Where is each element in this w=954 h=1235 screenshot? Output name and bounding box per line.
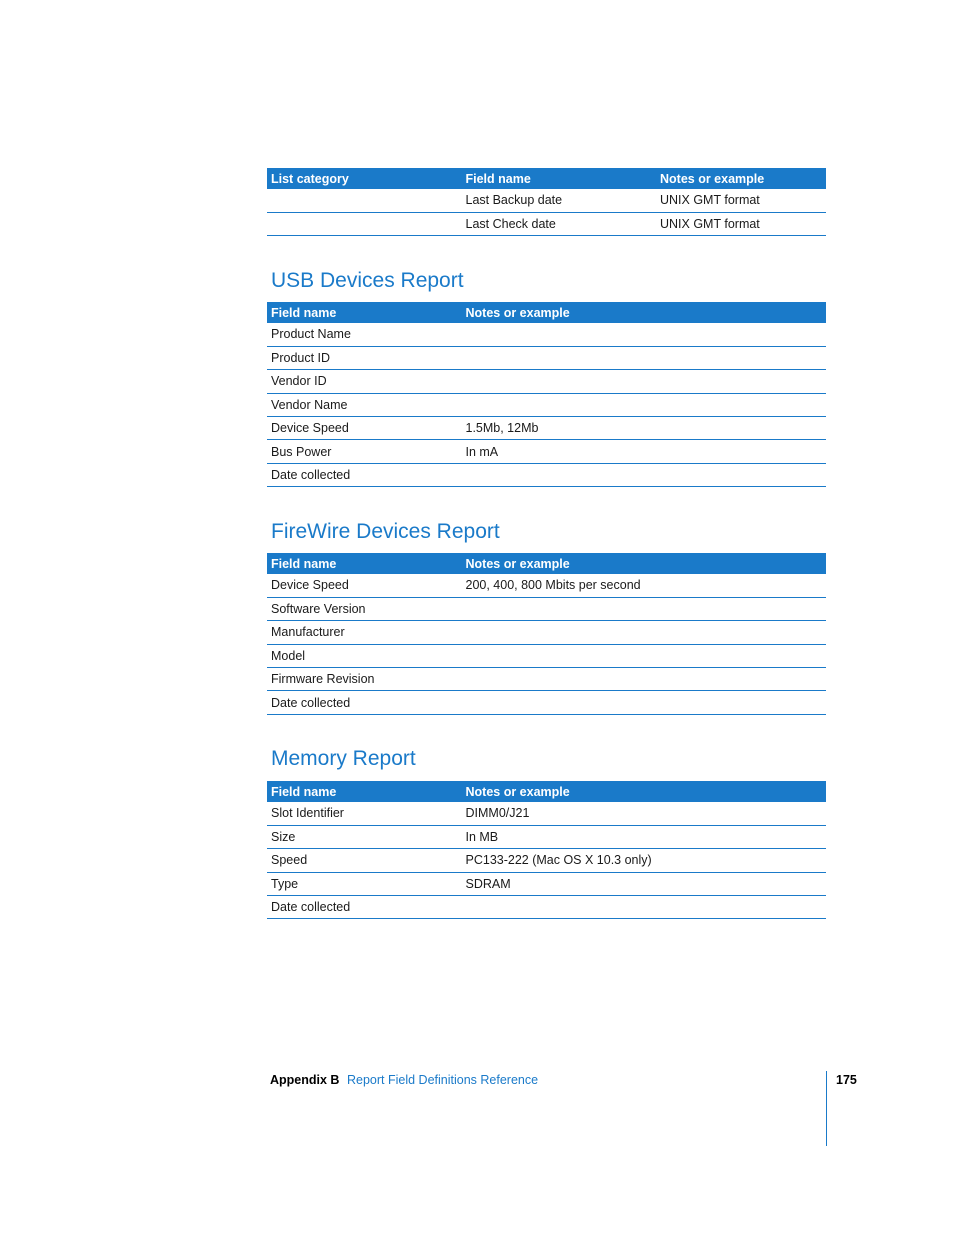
table-cell: 200, 400, 800 Mbits per second — [462, 574, 827, 597]
header-field-name: Field name — [271, 556, 337, 571]
header-notes: Notes or example — [660, 171, 765, 186]
header-list-category: List category — [271, 171, 349, 186]
table-cell: Model — [267, 644, 462, 667]
table-row — [267, 872, 826, 895]
table-row — [267, 668, 826, 691]
table-cell — [462, 668, 827, 691]
table-cell — [462, 621, 827, 644]
table-row — [267, 802, 826, 825]
table-header-row — [267, 302, 826, 323]
table-row — [267, 849, 826, 872]
table-cell — [462, 463, 827, 486]
footer-divider — [826, 1071, 827, 1146]
table-cell: Speed — [267, 849, 462, 872]
table-row — [267, 644, 826, 667]
table-header-row — [267, 168, 826, 189]
table-cell — [462, 323, 827, 346]
table-cell: Bus Power — [267, 440, 462, 463]
table-cell: Last Backup date — [462, 189, 657, 212]
header-notes: Notes or example — [465, 305, 570, 320]
table-row — [267, 597, 826, 620]
table-row — [267, 825, 826, 848]
table-body — [267, 574, 826, 714]
header-field-name: Field name — [465, 171, 531, 186]
table-cell: DIMM0/J21 — [462, 802, 827, 825]
table-cell: Last Check date — [462, 212, 657, 235]
table-cell: SDRAM — [462, 872, 827, 895]
table-cell: In mA — [462, 440, 827, 463]
table-row — [267, 621, 826, 644]
table-cell: Slot Identifier — [267, 802, 462, 825]
table-row — [267, 346, 826, 369]
table-cell — [462, 370, 827, 393]
table-cell: Product Name — [267, 323, 462, 346]
table-cell: Device Speed — [267, 417, 462, 440]
table-cell: Vendor Name — [267, 393, 462, 416]
page-number: 175 — [836, 1073, 857, 1087]
memory-table — [267, 781, 826, 919]
table-body — [267, 323, 826, 487]
table-row — [267, 212, 826, 235]
table-cell — [462, 597, 827, 620]
table-row — [267, 370, 826, 393]
table-row — [267, 896, 826, 919]
firewire-section-title: FireWire Devices Report — [271, 520, 500, 543]
table-cell: Software Version — [267, 597, 462, 620]
table-cell: UNIX GMT format — [656, 212, 826, 235]
table-cell: 1.5Mb, 12Mb — [462, 417, 827, 440]
table-body — [267, 189, 826, 236]
header-notes: Notes or example — [465, 784, 570, 799]
table-row — [267, 463, 826, 486]
table-cell: Type — [267, 872, 462, 895]
table-row — [267, 323, 826, 346]
table-cell: Size — [267, 825, 462, 848]
table-cell: Vendor ID — [267, 370, 462, 393]
table-cell — [462, 644, 827, 667]
table-cell: Product ID — [267, 346, 462, 369]
table-cell: In MB — [462, 825, 827, 848]
table-cell: UNIX GMT format — [656, 189, 826, 212]
list-category-table — [267, 168, 826, 236]
usb-table — [267, 302, 826, 487]
table-row — [267, 574, 826, 597]
table-row — [267, 189, 826, 212]
usb-section-title: USB Devices Report — [271, 269, 464, 292]
table-header-row — [267, 781, 826, 802]
table-cell: Date collected — [267, 896, 462, 919]
table-row — [267, 691, 826, 714]
table-row — [267, 440, 826, 463]
header-notes: Notes or example — [465, 556, 570, 571]
table-header-row — [267, 553, 826, 574]
table-cell — [462, 346, 827, 369]
table-cell — [267, 189, 462, 212]
table-cell: Manufacturer — [267, 621, 462, 644]
table-cell — [462, 691, 827, 714]
footer-appendix-label: Appendix B — [270, 1073, 340, 1087]
table-cell: Date collected — [267, 691, 462, 714]
table-cell — [462, 393, 827, 416]
table-cell: Firmware Revision — [267, 668, 462, 691]
memory-section-title: Memory Report — [271, 747, 416, 770]
table-row — [267, 417, 826, 440]
table-row — [267, 393, 826, 416]
table-body — [267, 802, 826, 919]
table-cell: Device Speed — [267, 574, 462, 597]
table-cell — [267, 212, 462, 235]
header-field-name: Field name — [271, 784, 337, 799]
firewire-table — [267, 553, 826, 715]
table-cell: PC133-222 (Mac OS X 10.3 only) — [462, 849, 827, 872]
table-cell: Date collected — [267, 463, 462, 486]
header-field-name: Field name — [271, 305, 337, 320]
footer-section-title: Report Field Definitions Reference — [347, 1073, 539, 1087]
table-cell — [462, 896, 827, 919]
